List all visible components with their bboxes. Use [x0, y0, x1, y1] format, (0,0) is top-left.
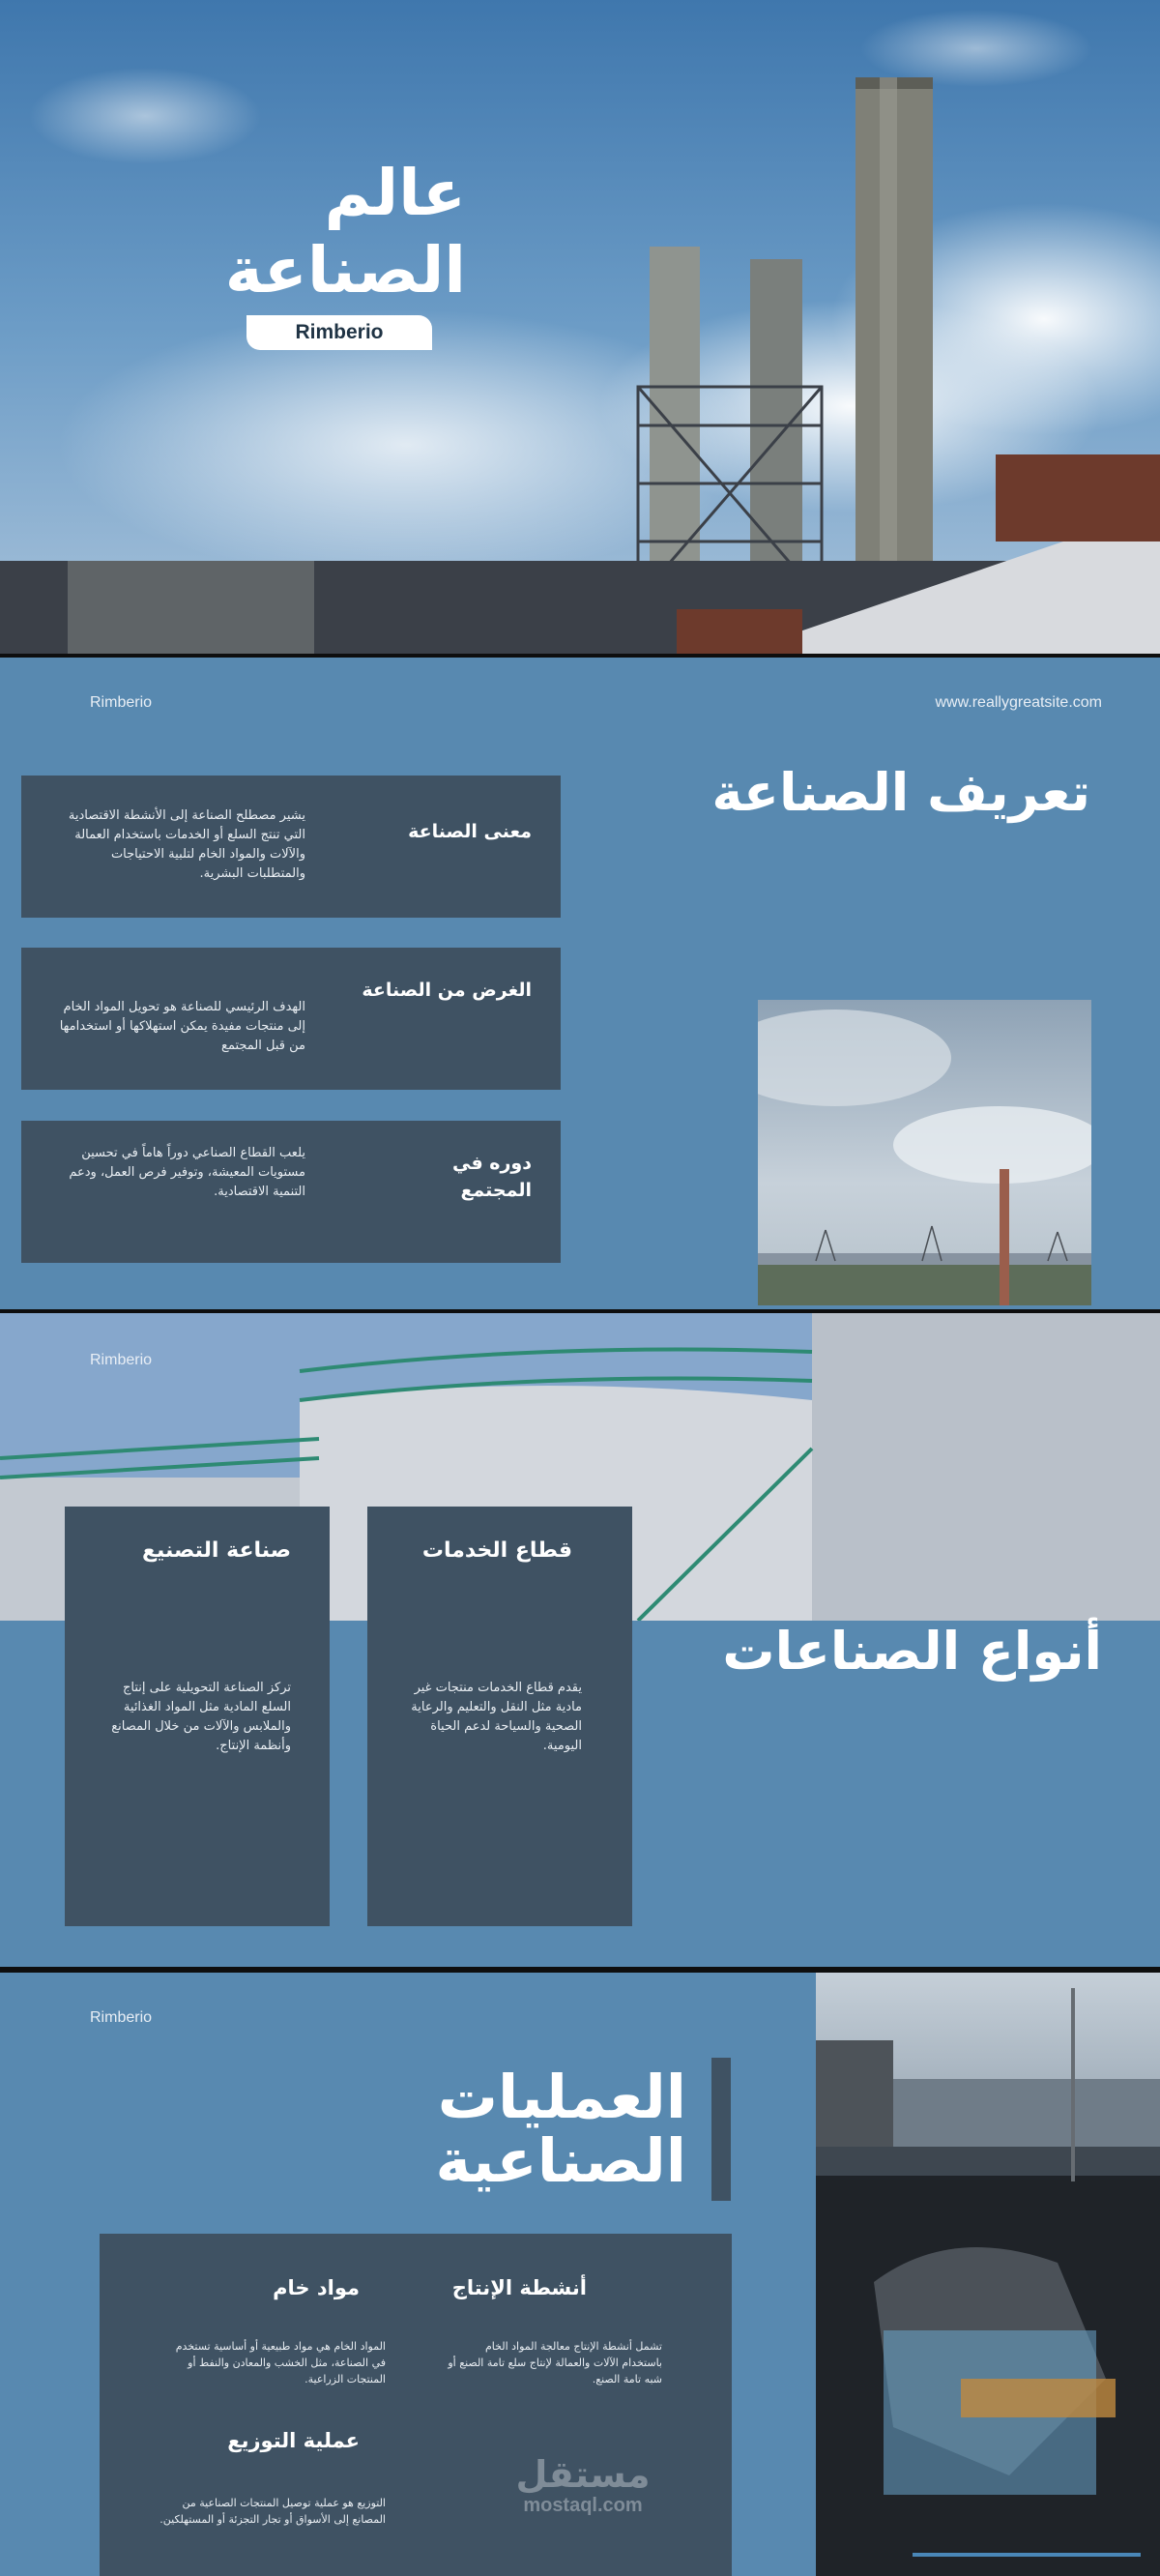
- item-raw-materials-body: المواد الخام هي مواد طبيعية أو أساسية تستخدم في الصناعة، مثل الخشب والمعادن والنفط أو المنتجات الزراعية.: [175, 2340, 386, 2386]
- processes-title-line1: العمليات: [437, 2062, 686, 2132]
- item-distribution-body: التوزيع هو عملية توصيل المنتجات الصناعية من المصانع إلى الأسواق أو تجار التجزئة أو المستهلكين.: [160, 2497, 386, 2526]
- brand-label: Rimberio: [90, 694, 153, 711]
- mining-machinery-photo: [816, 1973, 1160, 2576]
- cover-title-line2: الصناعة: [224, 233, 466, 307]
- title-accent-bar: [711, 2058, 731, 2201]
- item-distribution-title: عملية التوزيع: [227, 2429, 360, 2452]
- brand-label: Rimberio: [90, 2009, 153, 2026]
- watermark-url: mostaql.com: [523, 2495, 643, 2516]
- brand-badge: Rimberio: [246, 315, 432, 350]
- item-production-title: أنشطة الإنتاج: [451, 2276, 587, 2299]
- card-role-title: دوره في المجتمع: [452, 1153, 532, 1201]
- item-raw-materials-title: مواد خام: [273, 2276, 360, 2299]
- definition-title: تعريف الصناعة: [711, 762, 1090, 823]
- card-services: [367, 1507, 632, 1926]
- brand-label: Rimberio: [90, 1352, 153, 1368]
- item-production-body: تشمل أنشطة الإنتاج معالجة المواد الخام باستخدام الآلات والعمالة لإنتاج سلع تامة الصنع أو شبه تامة الصنع.: [448, 2340, 662, 2386]
- cover-title: [224, 155, 466, 309]
- cover-title-line1: عالم: [324, 156, 466, 230]
- slide-types: [0, 1313, 1160, 1967]
- processes-title: [319, 2062, 686, 2196]
- card-services-title: قطاع الخدمات: [421, 1538, 572, 1563]
- card-purpose: [21, 948, 561, 1090]
- card-manufacturing-title: صناعة التصنيع: [142, 1538, 291, 1563]
- processes-title-line2: الصناعية: [435, 2125, 686, 2196]
- factory-horizon-photo: [758, 1000, 1091, 1305]
- card-purpose-body: الهدف الرئيسي للصناعة هو تحويل المواد الخام إلى منتجات مفيدة يمكن استهلاكها أو استخدامها من قبل المجتمع: [59, 1000, 305, 1053]
- card-services-body: يقدم قطاع الخدمات منتجات غير مادية مثل النقل والتعليم والرعاية الصحية والسياحة لدعم الحياة اليومية.: [411, 1681, 582, 1753]
- processes-panel: [100, 2234, 732, 2576]
- card-purpose-title: الغرض من الصناعة: [362, 980, 532, 1001]
- card-role-body: يلعب القطاع الصناعي دوراً هاماً في تحسين مستويات المعيشة، وتوفير فرص العمل، ودعم التنمية الاقتصادية.: [69, 1146, 305, 1199]
- slide-processes: [0, 1973, 1160, 2576]
- industrial-chimneys-photo: [0, 0, 1160, 654]
- card-manufacturing: [65, 1507, 330, 1926]
- card-meaning-body: يشير مصطلح الصناعة إلى الأنشطة الاقتصادية التي تنتج السلع أو الخدمات باستخدام العمالة والآلات والمواد الخام لتلبية الاحتياجات والمتطلبات البشرية.: [68, 808, 305, 881]
- watermark-logo: مستقل: [515, 2453, 651, 2496]
- website-label: www.reallygreatsite.com: [935, 694, 1102, 711]
- card-meaning-title: معنى الصناعة: [408, 821, 532, 842]
- slide-cover: [0, 0, 1160, 654]
- card-role: [21, 1121, 561, 1263]
- types-title: أنواع الصناعات: [722, 1621, 1102, 1682]
- card-manufacturing-body: تركز الصناعة التحويلية على إنتاج السلع المادية مثل المواد الغذائية والملابس والآلات من خلال المصانع وأنظمة الإنتاج.: [111, 1681, 291, 1753]
- card-meaning: [21, 776, 561, 918]
- slide-definition: [0, 658, 1160, 1309]
